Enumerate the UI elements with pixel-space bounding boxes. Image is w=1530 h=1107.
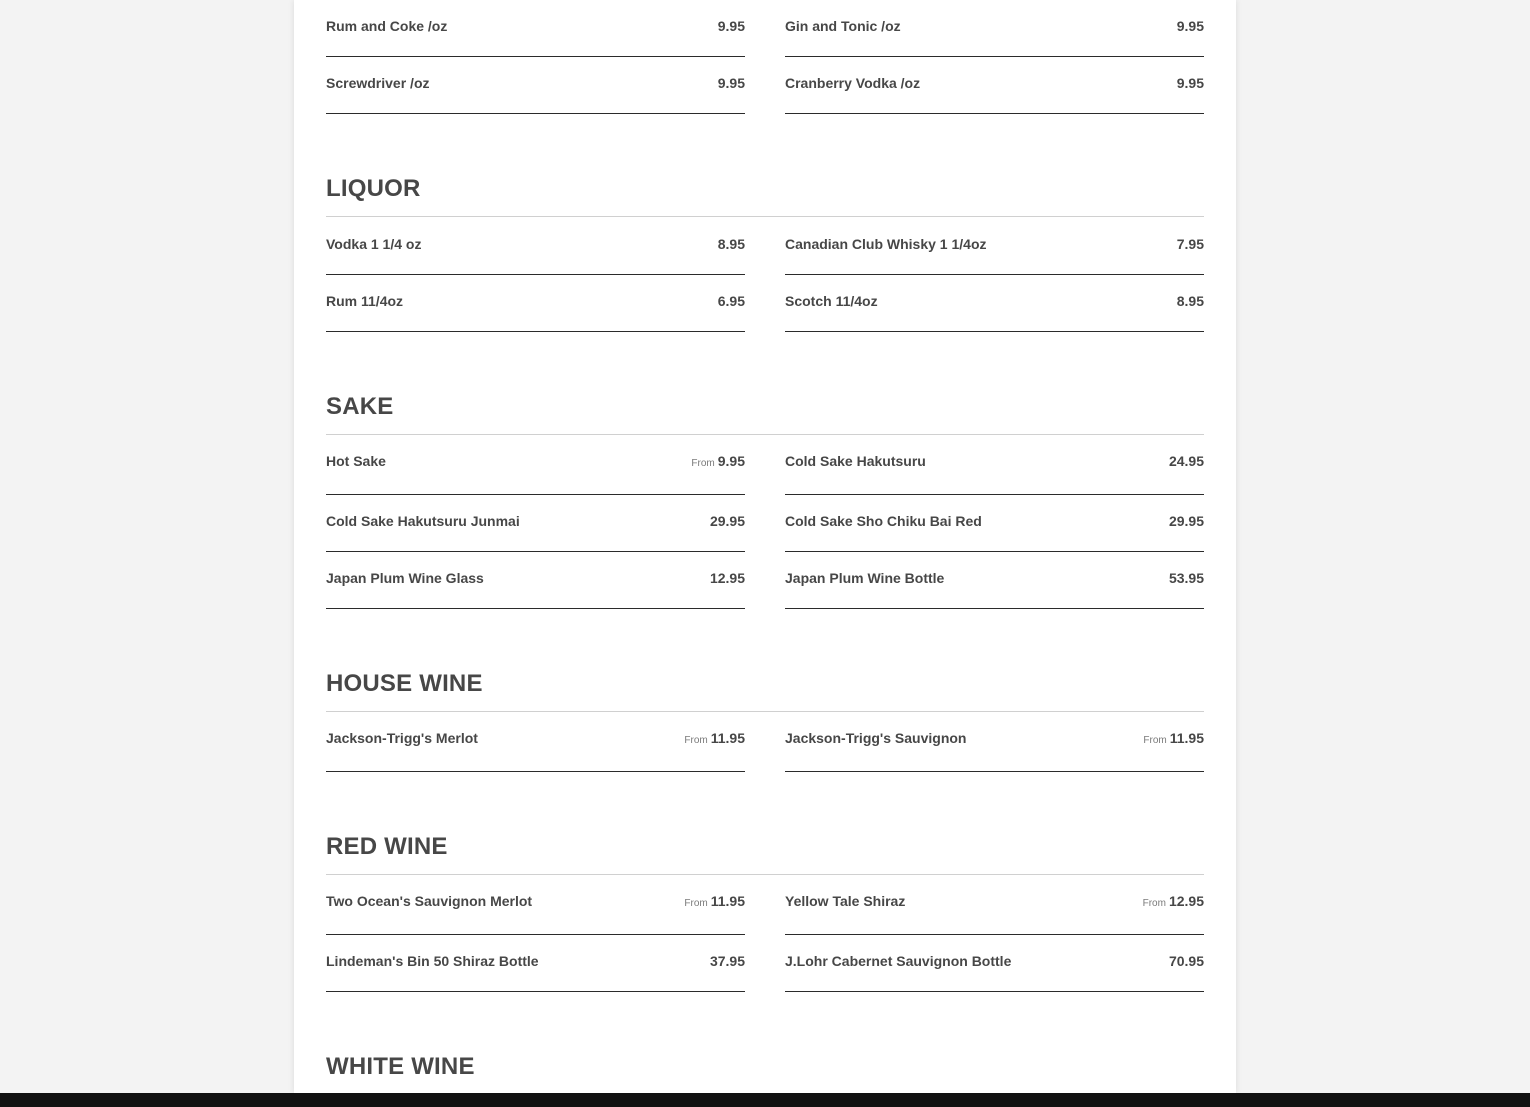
menu-item[interactable]	[785, 275, 1204, 332]
item-price: 8.95	[1176, 293, 1204, 309]
from-label: From	[684, 898, 708, 909]
menu-item[interactable]	[326, 435, 745, 495]
menu-item[interactable]	[326, 875, 745, 935]
section-title-house-wine: HOUSE WINE	[326, 670, 483, 697]
menu-item[interactable]	[785, 218, 1204, 275]
item-name: Cold Sake Hakutsuru Junmai	[326, 513, 520, 529]
item-price: From 11.95	[684, 893, 745, 909]
menu-item[interactable]	[326, 495, 745, 552]
item-price: 24.95	[1168, 453, 1204, 469]
item-price: 53.95	[1168, 570, 1204, 586]
item-name: Lindeman's Bin 50 Shiraz Bottle	[326, 953, 539, 969]
item-name: Cold Sake Hakutsuru	[785, 453, 926, 469]
item-price: 29.95	[1168, 513, 1204, 529]
menu-item[interactable]	[326, 552, 745, 609]
menu-item[interactable]	[785, 495, 1204, 552]
item-name: Rum and Coke /oz	[326, 18, 448, 34]
section-title-liquor: LIQUOR	[326, 175, 421, 202]
section-title-red-wine: RED WINE	[326, 833, 448, 860]
item-price: 9.95	[1176, 75, 1204, 91]
item-name: Jackson-Trigg's Sauvignon	[785, 730, 967, 746]
menu-item[interactable]	[326, 275, 745, 332]
item-name: Jackson-Trigg's Merlot	[326, 730, 478, 746]
item-price: 37.95	[709, 953, 745, 969]
item-name: Screwdriver /oz	[326, 75, 430, 91]
item-price: 9.95	[717, 75, 745, 91]
menu-item[interactable]	[785, 57, 1204, 114]
item-price: 9.95	[1176, 18, 1204, 34]
section-title-white-wine: WHITE WINE	[326, 1053, 475, 1080]
menu-page	[294, 0, 1236, 1093]
menu-item[interactable]	[326, 218, 745, 275]
item-price: From 9.95	[691, 453, 745, 469]
bottom-bar	[0, 1093, 1530, 1107]
from-label: From	[691, 458, 715, 469]
item-name: Canadian Club Whisky 1 1/4oz	[785, 236, 987, 252]
item-price: From 11.95	[684, 730, 745, 746]
item-name: Yellow Tale Shiraz	[785, 893, 906, 909]
menu-item[interactable]	[785, 935, 1204, 992]
item-name: Rum 11/4oz	[326, 293, 404, 309]
section-title-sake: SAKE	[326, 393, 394, 420]
item-name: Scotch 11/4oz	[785, 293, 878, 309]
item-name: Japan Plum Wine Glass	[326, 570, 484, 586]
item-name: Gin and Tonic /oz	[785, 18, 901, 34]
from-label: From	[684, 735, 708, 746]
item-price: 70.95	[1168, 953, 1204, 969]
item-price: 6.95	[717, 293, 745, 309]
item-price: 8.95	[717, 236, 745, 252]
menu-item[interactable]	[785, 712, 1204, 772]
item-name: Japan Plum Wine Bottle	[785, 570, 945, 586]
item-price: 9.95	[717, 18, 745, 34]
item-price: From 11.95	[1143, 730, 1204, 746]
menu-item[interactable]	[785, 875, 1204, 935]
item-price: 7.95	[1176, 236, 1204, 252]
item-name: Hot Sake	[326, 453, 386, 469]
menu-item[interactable]	[785, 435, 1204, 495]
menu-item[interactable]	[326, 712, 745, 772]
item-name: Two Ocean's Sauvignon Merlot	[326, 893, 533, 909]
menu-item[interactable]	[326, 935, 745, 992]
menu-item[interactable]	[785, 552, 1204, 609]
menu-item[interactable]	[785, 0, 1204, 57]
item-price: From 12.95	[1142, 893, 1204, 909]
item-name: Cold Sake Sho Chiku Bai Red	[785, 513, 982, 529]
item-name: Vodka 1 1/4 oz	[326, 236, 422, 252]
menu-item[interactable]	[326, 0, 745, 57]
item-price: 29.95	[709, 513, 745, 529]
item-name: Cranberry Vodka /oz	[785, 75, 921, 91]
item-price: 12.95	[709, 570, 745, 586]
from-label: From	[1143, 735, 1167, 746]
from-label: From	[1142, 898, 1166, 909]
menu-item[interactable]	[326, 57, 745, 114]
section-divider	[326, 216, 1204, 217]
item-name: J.Lohr Cabernet Sauvignon Bottle	[785, 953, 1012, 969]
